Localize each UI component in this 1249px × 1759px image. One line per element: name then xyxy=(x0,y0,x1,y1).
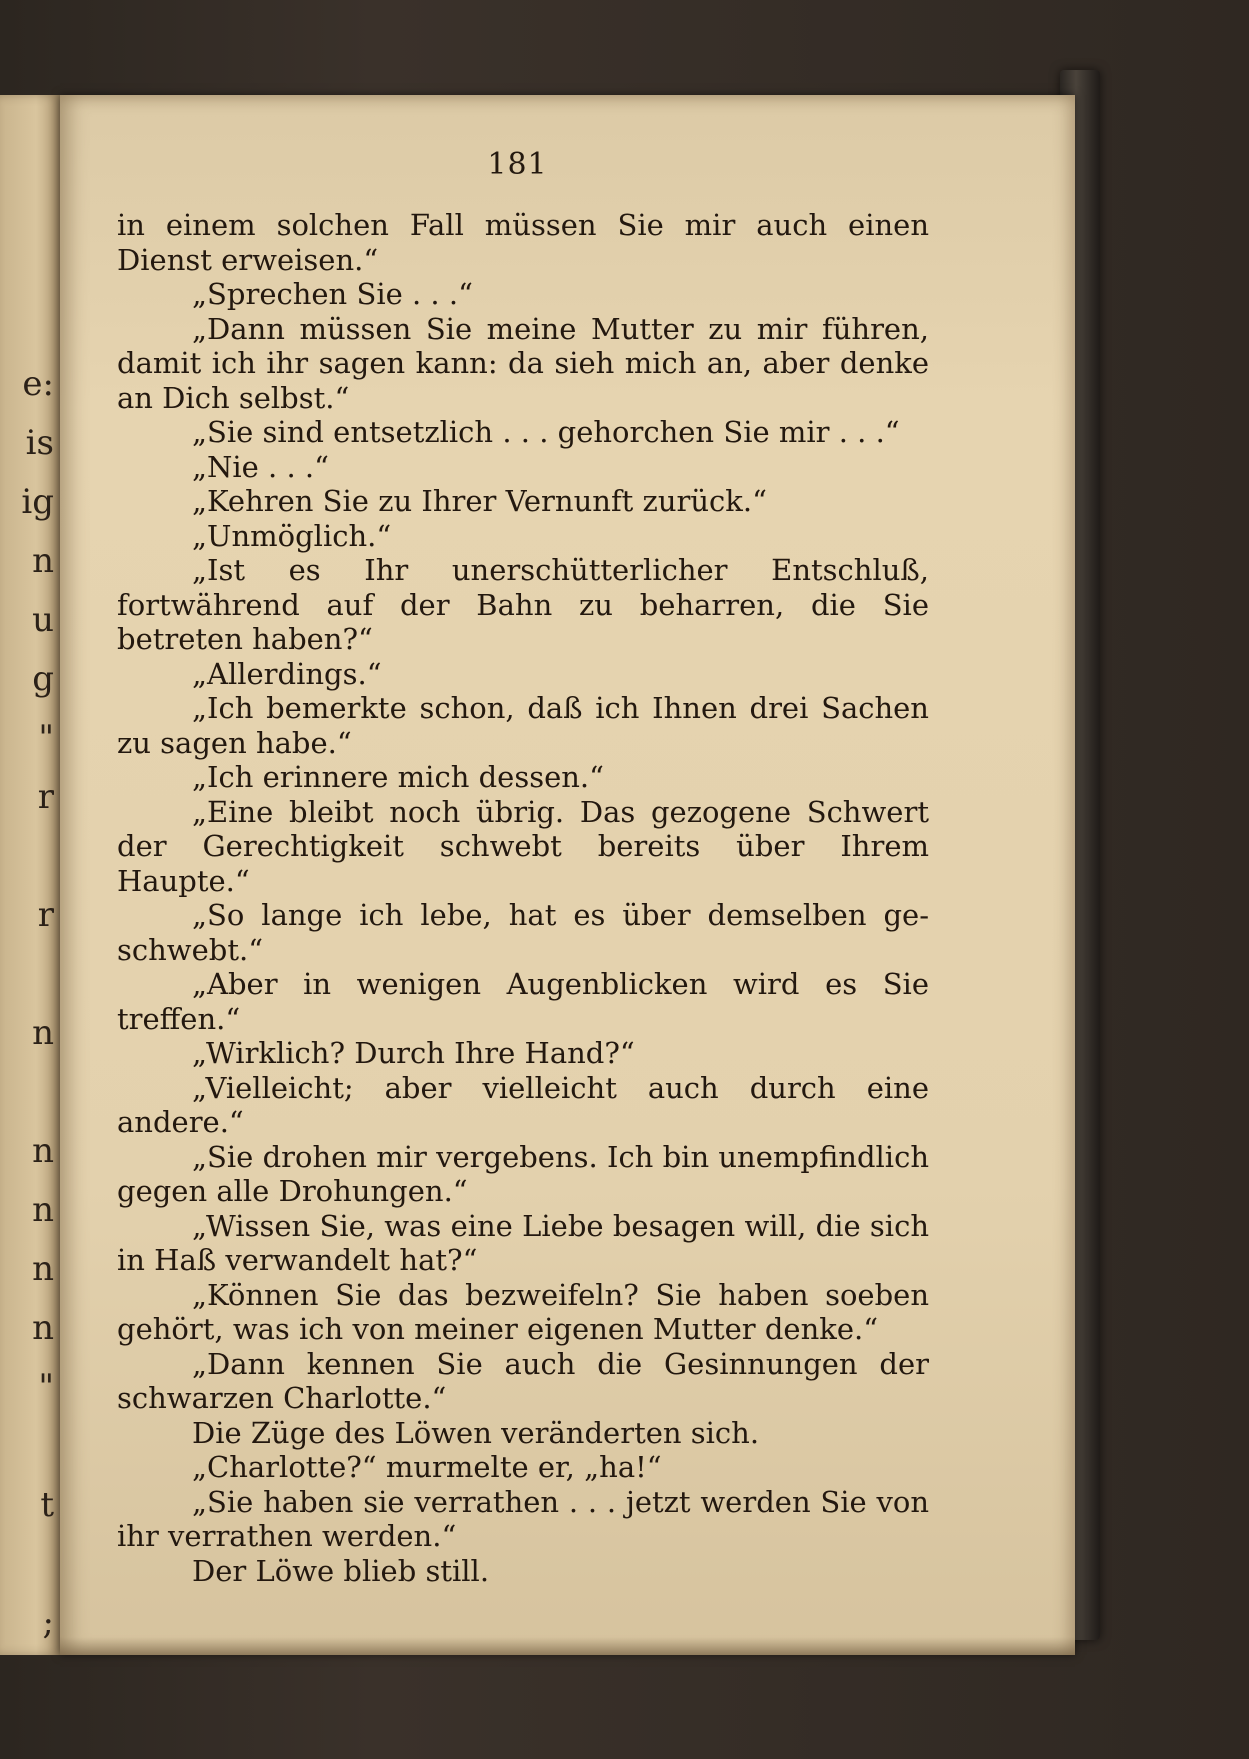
paragraph: „Nie . . .“ xyxy=(192,449,329,484)
paragraph: „Ist es Ihr unerschütterlicher Entschluß, fortwährend auf der Bahn zu beharren, die Sie betreten haben?“ xyxy=(117,553,929,656)
paragraph: „Sprechen Sie . . .“ xyxy=(192,277,473,311)
paragraph: „Ich bemerkte schon, daß ich Ihnen drei Sachen zu sagen habe.“ xyxy=(117,691,929,760)
paragraph: Der Löwe blieb still. xyxy=(192,1553,490,1588)
facing-page-text-fragments: e: is ig n u g " r r n n n n n " t ; xyxy=(21,364,54,1643)
paragraph: „Eine bleibt noch übrig. Das gezogene Schwert der Gerechtigkeit schwebt bereits über Ihrem Haupte.“ xyxy=(117,794,929,898)
paragraph: „Ich erinnere mich dessen.“ xyxy=(192,760,604,794)
paragraph: „Sie drohen mir vergebens. Ich bin unempfindlich gegen alle Drohungen.“ xyxy=(117,1139,929,1208)
page-number: 181 xyxy=(487,147,548,182)
paragraph: „Wirklich? Durch Ihre Hand?“ xyxy=(192,1036,635,1070)
paragraph: „Aber in wenigen Augenblicken wird es Sie treffen.“ xyxy=(117,967,929,1036)
paragraph: „Dann kennen Sie auch die Gesinnungen der schwarzen Charlotte.“ xyxy=(117,1346,929,1415)
paragraph: Die Züge des Löwen veränderten sich. xyxy=(192,1415,760,1450)
paragraph: in einem solchen Fall müssen Sie mir auch einen Dienst erweisen.“ xyxy=(117,208,929,277)
book-page xyxy=(60,95,1075,1655)
paragraph: „Können Sie das bezweifeln? Sie haben soeben gehört, was ich von meiner eigenen Mutter denke.“ xyxy=(117,1277,929,1346)
paragraph: „Charlotte?“ murmelte er, „ha!“ xyxy=(192,1450,662,1484)
paragraph: „So lange ich lebe, hat es über demselben geschwebt.“ xyxy=(117,898,929,967)
paragraph: „Unmöglich.“ xyxy=(192,518,392,553)
paragraph: „Allerdings.“ xyxy=(192,656,382,691)
paragraph: „Wissen Sie, was eine Liebe besagen will, die sich in Haß verwandelt hat?“ xyxy=(117,1208,929,1277)
page-text xyxy=(117,208,929,1588)
paragraph: „Kehren Sie zu Ihrer Vernunft zurück.“ xyxy=(192,484,767,518)
page-bottom-shadow xyxy=(60,1637,1075,1655)
paragraph: „Dann müssen Sie meine Mutter zu mir führen, damit ich ihr sagen kann: da sieh mich an, aber denke an Dich selbst.“ xyxy=(117,311,929,415)
paragraph: „Sie haben sie verrathen . . . jetzt werden Sie von ihr verrathen werden.“ xyxy=(117,1484,929,1553)
facing-page-edge xyxy=(0,95,60,1655)
paragraph: „Vielleicht; aber vielleicht auch durch eine andere.“ xyxy=(117,1070,929,1139)
paragraph: „Sie sind entsetzlich . . . gehorchen Sie mir . . .“ xyxy=(192,415,900,449)
